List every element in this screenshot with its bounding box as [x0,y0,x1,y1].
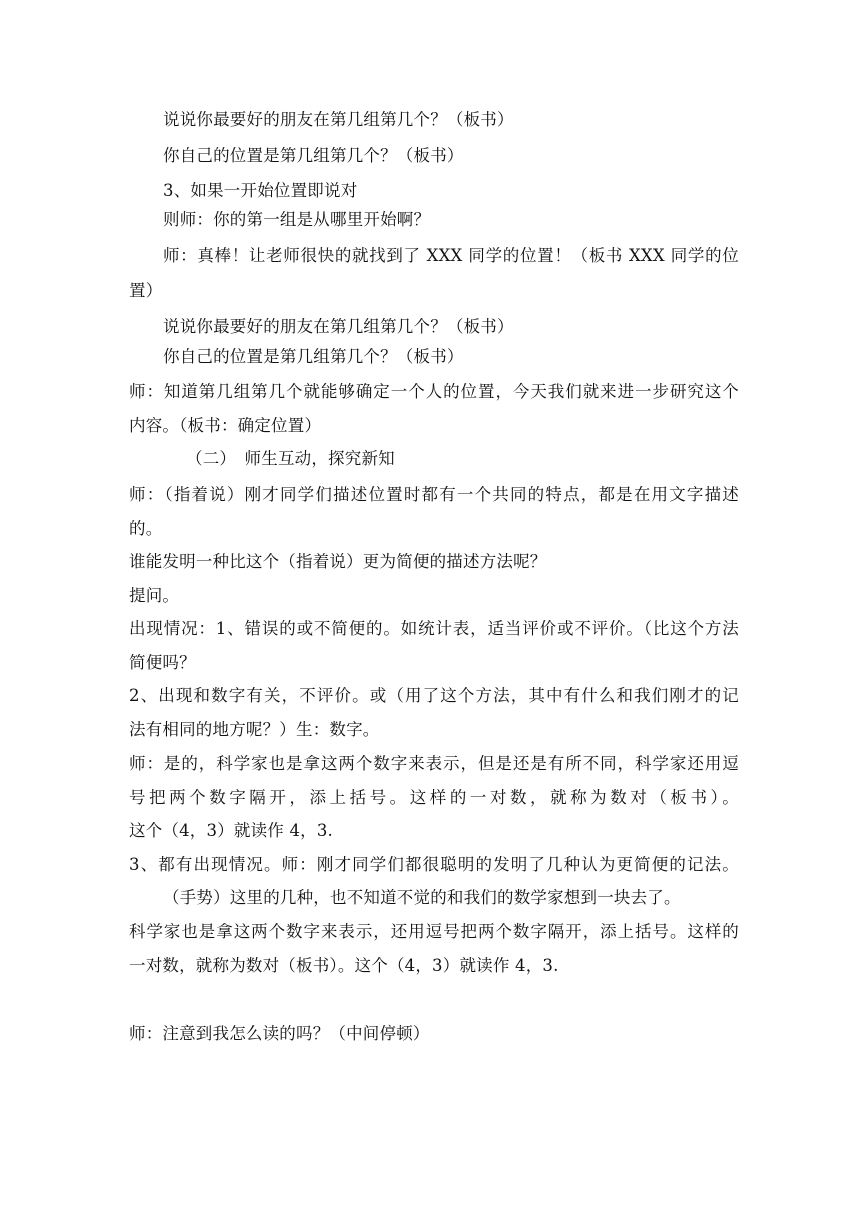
section-heading: （二） 师生互动，探究新知 [186,449,395,468]
text-line: 3、如果一开始位置即说对 [163,181,358,200]
text-line: 2、出现和数字有关，不评价。或（用了这个方法，其中有什么和我们刚才的记 [129,686,739,705]
text-line: 师：知道第几组第几个就能够确定一个人的位置，今天我们就来进一步研究这个 [129,382,739,401]
text-line: 说说你最要好的朋友在第几组第几个？（板书） [163,110,514,129]
text-line: 说说你最要好的朋友在第几组第几个？（板书） [163,317,514,336]
text-line: 师：是的，科学家也是拿这两个数字来表示，但是还是有所不同，科学家还用逗 [129,754,739,773]
text-line: 这个（4，3）就读作 4，3. [129,821,333,840]
text-line: 则师：你的第一组是从哪里开始啊？ [163,210,431,229]
text-line: 一对数，就称为数对（板书）。这个（4，3）就读作 4，3. [129,956,559,975]
text-line: 师：真棒！让老师很快的就找到了 XXX 同学的位置！（板书 XXX 同学的位 [163,246,739,265]
text-line: 内容。（板书：确定位置） [129,416,322,435]
text-line: 置） [129,281,163,300]
text-line: 3、都有出现情况。师：刚才同学们都很聪明的发明了几种认为更简便的记法。 [129,855,739,874]
text-line: 科学家也是拿这两个数字来表示，还用逗号把两个数字隔开，添上括号。这样的 [129,922,739,941]
text-line: 的。 [129,519,163,538]
text-line: 谁能发明一种比这个（指着说）更为简便的描述方法呢？ [129,552,547,571]
text-line: 号把两个数字隔开，添上括号。这样的一对数，就称为数对（板书）。 [129,788,739,807]
text-line: 出现情况：1、错误的或不简便的。如统计表，适当评价或不评价。（比这个方法 [129,619,739,638]
text-line: 法有相同的地方呢？）生：数字。 [129,720,380,739]
text-line: 你自己的位置是第几组第几个？（板书） [163,146,464,165]
text-line: （手势）这里的几种，也不知道不觉的和我们的数学家想到一块去了。 [163,888,681,907]
text-line: 提问。 [129,586,180,605]
text-line: 你自己的位置是第几组第几个？（板书） [163,347,464,366]
text-line: 师：注意到我怎么读的吗？（中间停顿） [129,1024,430,1043]
text-line: 师：（指着说）刚才同学们描述位置时都有一个共同的特点，都是在用文字描述 [129,485,739,504]
text-line: 简便吗？ [129,653,196,672]
